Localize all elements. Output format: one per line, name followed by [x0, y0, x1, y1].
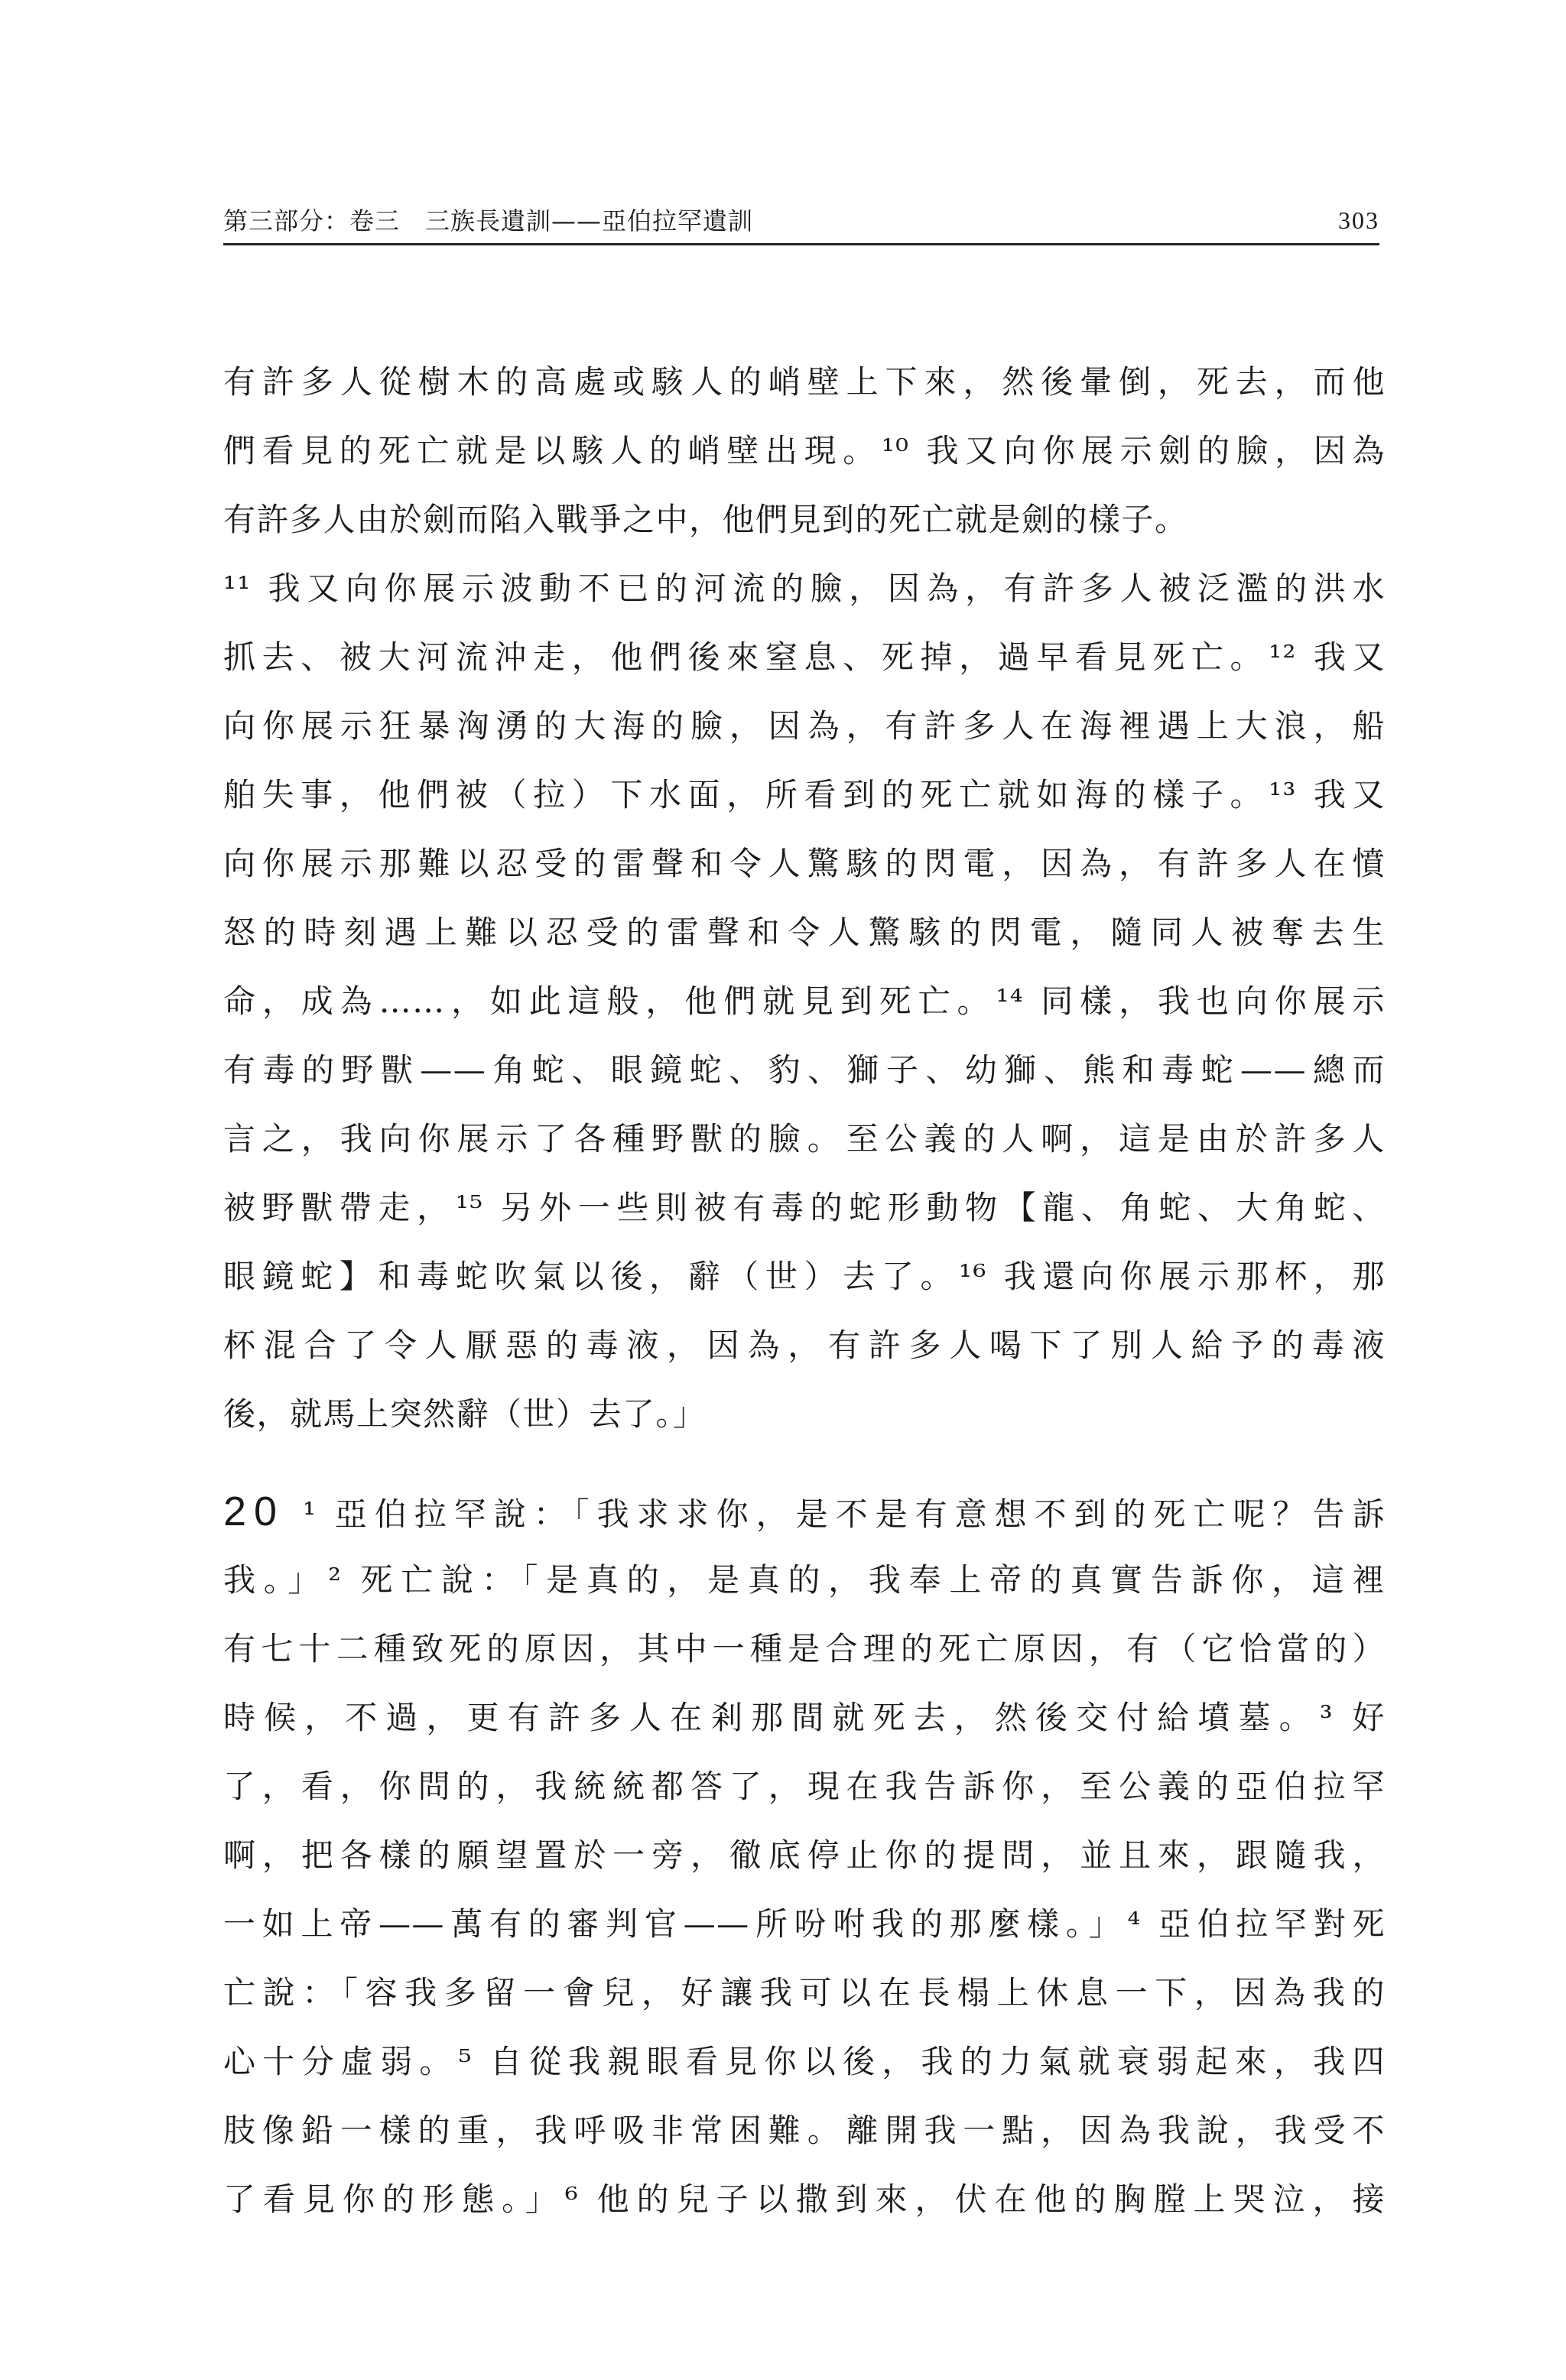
- text-line: 亡說：「容我多留一會兒，好讓我可以在長榻上休息一下，因為我的: [223, 1974, 1386, 2011]
- text-line: 命，成為……，如此這般，他們就見到死亡。¹⁴ 同樣，我也向你展示: [223, 982, 1386, 1020]
- text-line: 抓去、被大河流沖走，他們後來窒息、死掉，過早看見死亡。¹² 我又: [223, 638, 1386, 676]
- text-line: 向你展示狂暴洶湧的大海的臉，因為，有許多人在海裡遇上大浪，船: [223, 707, 1386, 745]
- text-line: 眼鏡蛇】和毒蛇吹氣以後，辭（世）去了。¹⁶ 我還向你展示那杯，那: [223, 1258, 1386, 1295]
- text-line: 了看見你的形態。」⁶ 他的兒子以撒到來，伏在他的胸膛上哭泣，接: [223, 2180, 1386, 2218]
- text-line: 杯混合了令人厭惡的毒液，因為，有許多人喝下了別人給予的毒液: [223, 1326, 1386, 1364]
- chapter-title: 第三部分：卷三 三族長遺訓——亞伯拉罕遺訓: [223, 206, 754, 235]
- paragraph-chapter-20: [223, 1477, 1386, 2234]
- section-first-line: [223, 1477, 1386, 1546]
- text-line: 有毒的野獸——角蛇、眼鏡蛇、豹、獅子、幼獅、熊和毒蛇——總而: [223, 1051, 1386, 1089]
- text-line: 怒的時刻遇上難以忍受的雷聲和令人驚駭的閃電，隨同人被奪去生: [223, 914, 1386, 951]
- text-line: 有許多人從樹木的高處或駭人的峭壁上下來，然後暈倒，死去，而他: [223, 363, 1386, 401]
- text-line: ¹¹ 我又向你展示波動不已的河流的臉，因為，有許多人被泛濫的洪水: [223, 570, 1386, 607]
- text-line: 言之，我向你展示了各種野獸的臉。至公義的人啊，這是由於許多人: [223, 1120, 1386, 1158]
- text-line: 一如上帝——萬有的審判官——所吩咐我的那麼樣。」⁴ 亞伯拉罕對死: [223, 1905, 1386, 1943]
- running-header: [223, 196, 1379, 242]
- text-line: 時候，不過，更有許多人在剎那間就死去，然後交付給墳墓。³ 好: [223, 1699, 1386, 1736]
- text-line: 有許多人由於劍而陷入戰爭之中，他們見到的死亡就是劍的樣子。: [223, 501, 1188, 538]
- text-line: 肢像鉛一樣的重，我呼吸非常困難。離開我一點，因為我說，我受不: [223, 2112, 1386, 2149]
- text-line: 我。」² 死亡說：「是真的，是真的，我奉上帝的真實告訴你，這裡: [223, 1561, 1386, 1599]
- text-line: 被野獸帶走，¹⁵ 另外一些則被有毒的蛇形動物【龍、角蛇、大角蛇、: [223, 1189, 1386, 1226]
- text-line: 啊，把各樣的願望置於一旁，徹底停止你的提問，並且來，跟隨我，: [223, 1836, 1386, 1874]
- section-number: 20: [223, 1489, 285, 1534]
- paragraph-chapter-19-continued: [223, 348, 1386, 1449]
- text-line: 們看見的死亡就是以駭人的峭壁出現。¹⁰ 我又向你展示劍的臉，因為: [223, 432, 1386, 469]
- page-number: 303: [1338, 206, 1379, 234]
- text-line: 舶失事，他們被（拉）下水面，所看到的死亡就如海的樣子。¹³ 我又: [223, 776, 1386, 813]
- header-divider: [223, 243, 1379, 245]
- text-line: 向你展示那難以忍受的雷聲和令人驚駭的閃電，因為，有許多人在憤: [223, 845, 1386, 882]
- text-line: 心十分虛弱。⁵ 自從我親眼看見你以後，我的力氣就衰弱起來，我四: [223, 2043, 1386, 2080]
- text-line: 有七十二種致死的原因，其中一種是合理的死亡原因，有（它恰當的）: [223, 1630, 1386, 1667]
- text-line: 後，就馬上突然辭（世）去了。」: [223, 1395, 707, 1433]
- text-line: 了，看，你問的，我統統都答了，現在我告訴你，至公義的亞伯拉罕: [223, 1768, 1386, 1805]
- text-line: ¹ 亞伯拉罕說：「我求求你，是不是有意想不到的死亡呢？告訴: [303, 1495, 1386, 1533]
